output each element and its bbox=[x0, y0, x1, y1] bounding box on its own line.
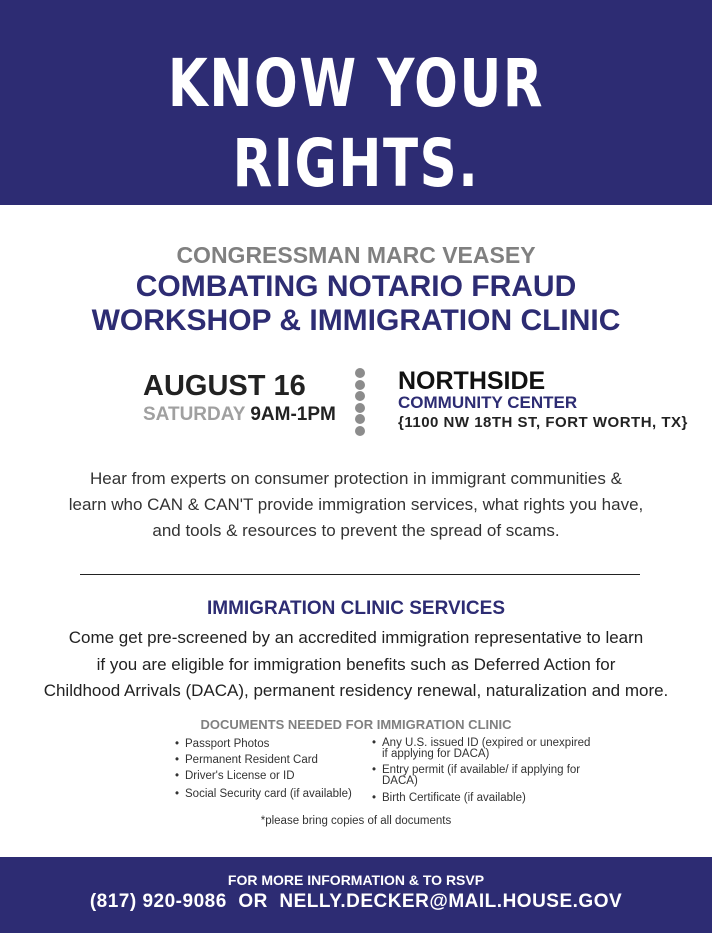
list-item: • Social Security card (if available) bbox=[175, 788, 352, 800]
services-text bbox=[0, 625, 712, 705]
dot-divider bbox=[355, 368, 367, 437]
event-title bbox=[0, 270, 712, 338]
event-title-line2: WORKSHOP & IMMIGRATION CLINIC bbox=[91, 304, 621, 337]
event-day-time bbox=[143, 404, 336, 426]
description bbox=[0, 466, 712, 544]
host: CONGRESSMAN MARC VEASEY bbox=[176, 242, 536, 268]
divider bbox=[80, 574, 640, 575]
description-line: and tools & resources to prevent the spread of scams. bbox=[152, 521, 560, 540]
event-day: SATURDAY bbox=[143, 404, 246, 425]
services-line: if you are eligible for immigration benefits such as Deferred Action for bbox=[96, 654, 616, 674]
services-heading: IMMIGRATION CLINIC SERVICES bbox=[206, 598, 506, 619]
services-line: Come get pre-screened by an accredited immigration representative to learn bbox=[68, 628, 644, 647]
documents-list-right bbox=[372, 738, 592, 808]
footer-banner bbox=[0, 857, 712, 933]
event-title-line1: COMBATING NOTARIO FRAUD bbox=[135, 270, 577, 303]
event-time: 9AM-1PM bbox=[250, 404, 336, 425]
documents-note: *please bring copies of all documents bbox=[260, 815, 452, 827]
list-item: • Any U.S. issued ID (expired or unexpired if applying for DACA) bbox=[372, 738, 592, 759]
description-line: learn who CAN & CAN'T provide immigration services, what rights you have, bbox=[68, 495, 644, 514]
list-item: • Entry permit (if available/ if applying for DACA) bbox=[372, 765, 592, 786]
rsvp-label: FOR MORE INFORMATION & TO RSVP bbox=[227, 872, 485, 888]
subtitle: The Wrong Immigration Help Can Hurt You & Your Family. bbox=[112, 214, 600, 235]
description-line: Hear from experts on consumer protection in immigrant communities & bbox=[90, 469, 622, 488]
documents-list-left bbox=[175, 738, 352, 804]
address: {1100 NW 18TH ST, FORT WORTH, TX} bbox=[398, 414, 688, 431]
list-item: • Passport Photos bbox=[175, 738, 352, 750]
services-line: Childhood Arrivals (DACA), permanent residency renewal, naturalization and more. bbox=[43, 681, 669, 700]
venue-sub: COMMUNITY CENTER bbox=[398, 393, 578, 412]
venue: NORTHSIDE bbox=[398, 367, 546, 395]
list-item: • Birth Certificate (if available) bbox=[372, 792, 592, 804]
list-item: • Permanent Resident Card bbox=[175, 754, 352, 766]
event-date: AUGUST 16 bbox=[143, 370, 306, 402]
list-item: • Driver's License or ID bbox=[175, 770, 352, 782]
documents-heading: DOCUMENTS NEEDED FOR IMMIGRATION CLINIC bbox=[200, 717, 512, 732]
header-banner bbox=[0, 0, 712, 235]
contact-info: (817) 920-9086 OR NELLY.DECKER@MAIL.HOUSE.GOV bbox=[89, 891, 623, 912]
main-title: KNOW YOUR RIGHTS. bbox=[167, 45, 545, 202]
